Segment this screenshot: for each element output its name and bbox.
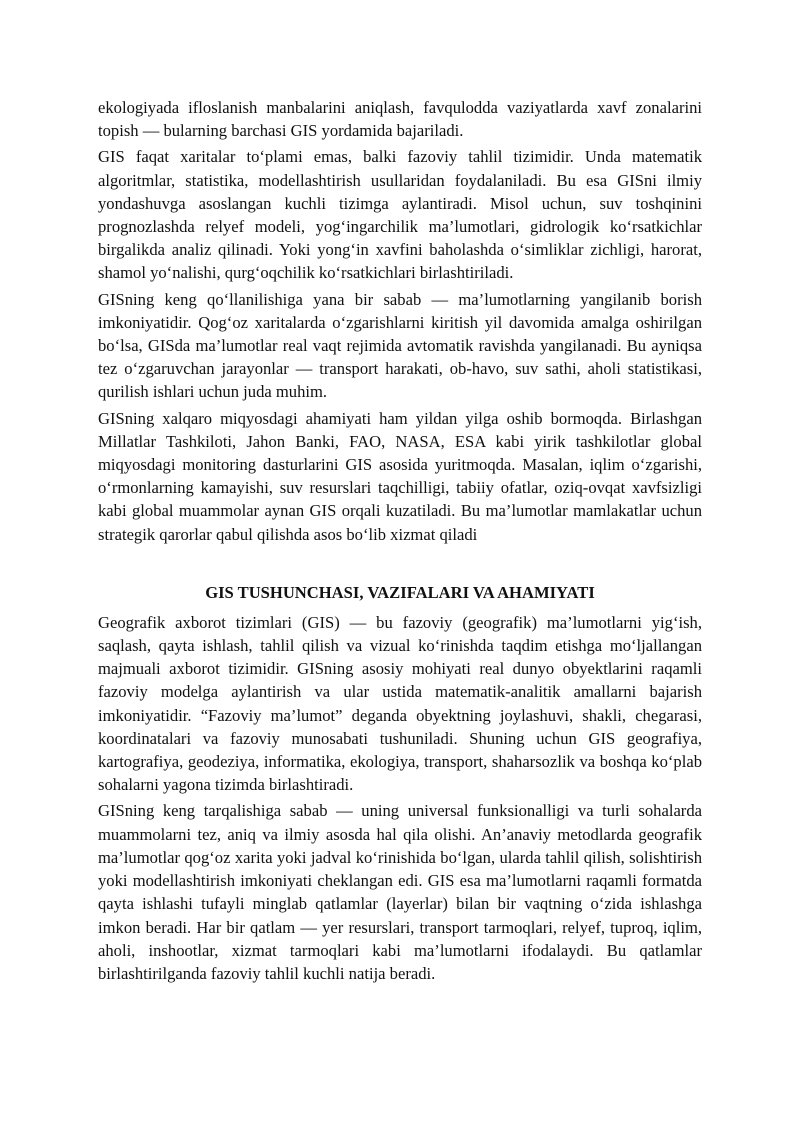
document-page xyxy=(98,96,702,988)
section-spacer xyxy=(98,549,702,581)
paragraph: GIS faqat xaritalar to‘plami emas, balki fazoviy tahlil tizimidir. Unda matematik algoritmlar, statistika, modellashtirish usullaridan foydalaniladi. Bu esa GISni ilmiy yondashuvga asoslangan kuchli tizimga aylantiradi. Misol uchun, suv toshqinini prognozlashda relyef modeli, yog‘ingarchilik ma’lumotlari, gidrologik ko‘rsatkichlar birgalikda analiz qilinadi. Yoki yong‘in xavfini baholashda o‘simliklar zichligi, harorat, shamol yo‘nalishi, qurg‘oqchilik ko‘rsatkichlari birlashtiriladi. xyxy=(98,147,702,283)
paragraph: Geografik axborot tizimlari (GIS) — bu fazoviy (geografik) ma’lumotlarni yig‘ish, saqlash, qayta ishlash, tahlil qilish va vizual ko‘rinishda taqdim etishga mo‘ljallangan majmuali axborot tizimidir. GISning asosiy mohiyati real dunyo obyektlarini raqamli fazoviy modelga aylantirish va ular ustida matematik-analitik amallarni bajarish imkoniyatidir. “Fazoviy ma’lumot” deganda obyektning joylashuvi, shakli, chegarasi, koordinatalari va fazoviy munosabati tushuniladi. Shuning uchun GIS geografiya, kartografiya, geodeziya, informatika, ekologiya, transport, shaharsozlik va boshqa ko‘plab sohalarni yagona tizimda birlashtiradi. xyxy=(98,612,702,795)
paragraph: GISning keng tarqalishiga sabab — uning universal funksionalligi va turli sohalarda muammolarni tez, aniq va ilmiy asosda hal qila olishi. An’anaviy metodlarda geografik ma’lumotlar qog‘oz xarita yoki jadval ko‘rinishida bo‘lgan, ularda tahlil qilish, solishtirish yoki modellashtirish imkoniyati cheklangan edi. GIS esa ma’lumotlarni raqamli formatda qayta ishlashi tufayli minglab qatlamlar (layerlar) bilan bir vaqtning o‘zida ishlashga imkon beradi. Har bir qatlam — yer resurslari, transport tarmoqlari, relyef, tuproq, iqlim, aholi, inshootlar, xizmat tarmoqlari kabi ma’lumotlarni ifodalaydi. Bu qatlamlar birlashtirilganda fazoviy tahlil kuchli natija beradi. xyxy=(98,801,702,983)
section-title: GIS TUSHUNCHASI, VAZIFALARI VA AHAMIYATI xyxy=(205,582,595,602)
paragraph: GISning keng qo‘llanilishiga yana bir sabab — ma’lumotlarning yangilanib borish imkoniyatidir. Qog‘oz xaritalarda o‘zgarishlarni kiritish yil davomida amalga oshirilgan bo‘lsa, GISda ma’lumotlar real vaqt rejimida avtomatik ravishda yangilanadi. Bu ayniqsa tez o‘zgaruvchan jarayonlar — transport harakati, ob-havo, suv sathi, aholi statistikasi, qurilish ishlari uchun juda muhim. xyxy=(98,289,702,402)
paragraph: GISning xalqaro miqyosdagi ahamiyati ham yildan yilga oshib bormoqda. Birlashgan Millatlar Tashkiloti, Jahon Banki, FAO, NASA, ESA kabi yirik tashkilotlar global miqyosdagi monitoring dasturlarini GIS asosida yuritmoqda. Masalan, iqlim o‘zgarishi, o‘rmonlarning kamayishi, suv resurslari taqchilligi, tabiiy ofatlar, oziq-ovqat xavfsizligi kabi global muammolar aynan GIS orqali kuzatiladi. Bu ma’lumotlar mamlakatlar uchun strategik qarorlar qabul qilishda asos bo‘lib xizmat qiladi xyxy=(98,408,702,544)
paragraph: ekologiyada ifloslanish manbalarini aniqlash, favqulodda vaziyatlarda xavf zonalarini topish — bularning barchasi GIS yordamida bajariladi. xyxy=(98,98,702,141)
